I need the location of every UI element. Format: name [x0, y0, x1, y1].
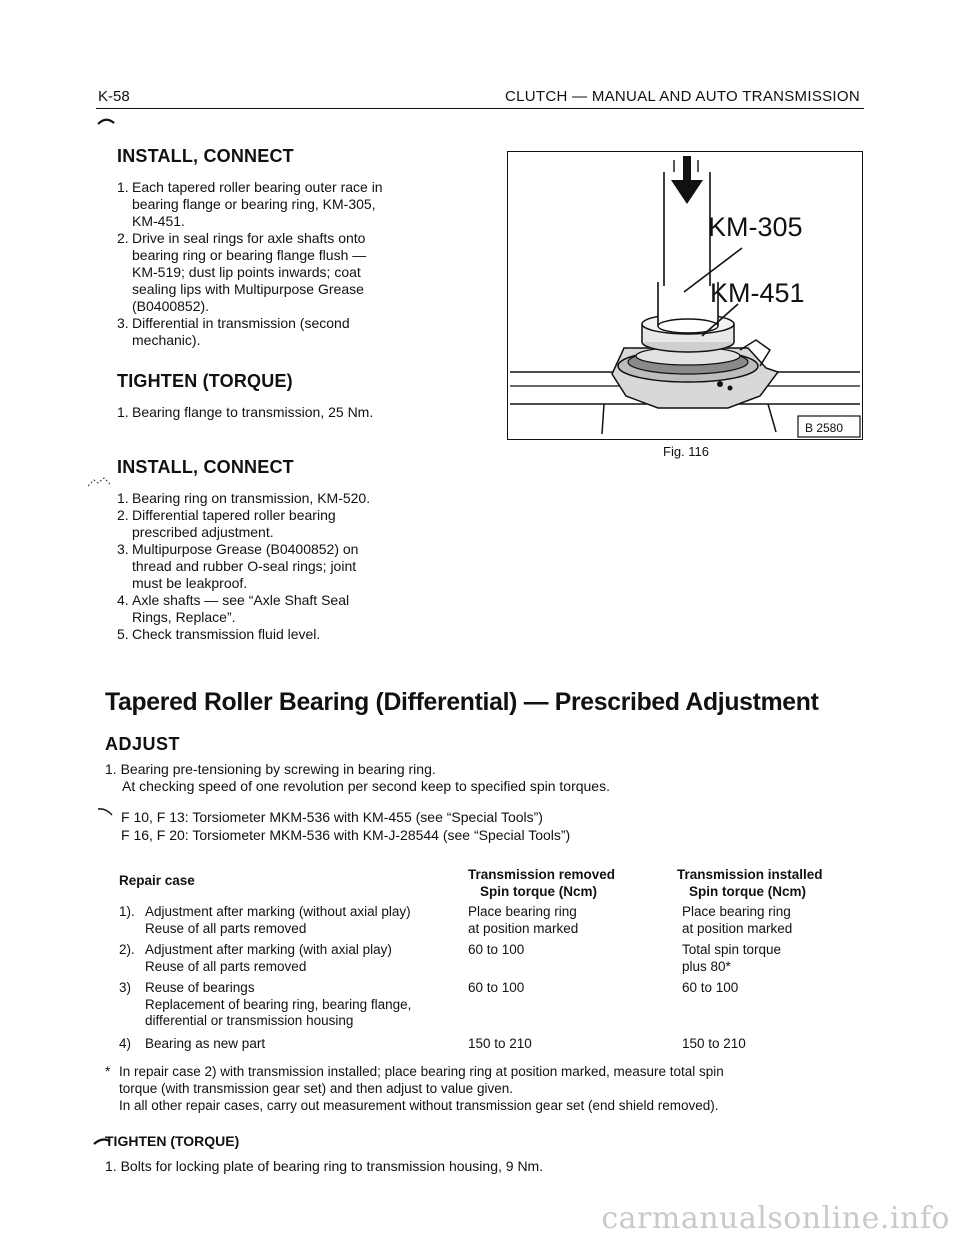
margin-mark	[86, 474, 114, 490]
tighten-heading: TIGHTEN (TORQUE)	[117, 371, 293, 391]
adjust-intro: 1. Bearing pre-tensioning by screwing in bearing ring. At checking speed of one revolution per second keep to specified spin torques.	[105, 761, 610, 794]
install-connect-heading-2: INSTALL, CONNECT	[117, 457, 294, 477]
footnote: * In repair case 2) with transmission installed; place bearing ring at position marked, measure total spin torque (with transmission gear set) and then adjust to value given. In all other repair cases, carry out measurement without transmission gear set (end shield removed).	[105, 1064, 724, 1113]
list-item: 3. Differential in transmission (second mechanic).	[117, 315, 350, 348]
column-header-repair-case: Repair case	[119, 873, 195, 888]
list-item: 5. Check transmission fluid level.	[117, 626, 321, 642]
tighten-step: 1. Bolts for locking plate of bearing ring to transmission housing, 9 Nm.	[105, 1158, 544, 1174]
page-number: K-58	[98, 88, 130, 105]
adjust-heading: ADJUST	[105, 734, 181, 754]
list-item: 2. Drive in seal rings for axle shafts onto bearing ring or bearing flange flush — KM-519; dust lip points inwards; coat sealing lips with Multipurpose Grease (B0400852).	[117, 230, 367, 314]
list-item: 2. Differential tapered roller bearing prescribed adjustment.	[117, 507, 336, 540]
page-header	[96, 86, 864, 109]
margin-mark	[96, 806, 116, 818]
list-item: 4. Axle shafts — see “Axle Shaft Seal Rings, Replace”.	[117, 592, 350, 625]
footnote-marker: *	[105, 1064, 111, 1079]
tighten-list	[117, 404, 467, 421]
label-km-305: KM-305	[708, 212, 803, 242]
list-item: 1. Each tapered roller bearing outer race in bearing flange or bearing ring, KM-305, KM-451.	[117, 179, 383, 229]
list-item: 3. Multipurpose Grease (B0400852) on thread and rubber O-seal rings; joint must be leakproof.	[117, 541, 359, 591]
bearing-tool-illustration	[508, 152, 862, 439]
section-heading: Tapered Roller Bearing (Differential) — Prescribed Adjustment	[105, 688, 819, 716]
install-connect-list	[117, 179, 467, 349]
figure-caption: Fig. 116	[663, 444, 710, 459]
label-km-451: KM-451	[710, 278, 805, 308]
tool-specs: F 10, F 13: Torsiometer MKM-536 with KM-455 (see “Special Tools”) F 16, F 20: Torsiometer MKM-536 with KM-J-28544 (see “Special Tools”)	[121, 809, 571, 843]
list-item: 1. Bearing ring on transmission, KM-520.	[117, 490, 371, 506]
tighten-heading-2: TIGHTEN (TORQUE)	[105, 1133, 240, 1149]
column-header-installed: Transmission installed Spin torque (Ncm)	[677, 867, 823, 899]
figure-code: B 2580	[805, 421, 844, 435]
figure-116	[507, 151, 863, 440]
list-item: 1. Bearing flange to transmission, 25 Nm.	[117, 404, 374, 420]
section-title: CLUTCH — MANUAL AND AUTO TRANSMISSION	[504, 88, 860, 105]
watermark: carmanualsonline.info	[601, 1201, 950, 1236]
install-connect-heading: INSTALL, CONNECT	[117, 146, 294, 166]
left-column	[117, 146, 467, 643]
margin-mark	[96, 114, 118, 128]
install-connect-list-2	[117, 490, 467, 643]
column-header-removed: Transmission removed Spin torque (Ncm)	[468, 867, 616, 899]
